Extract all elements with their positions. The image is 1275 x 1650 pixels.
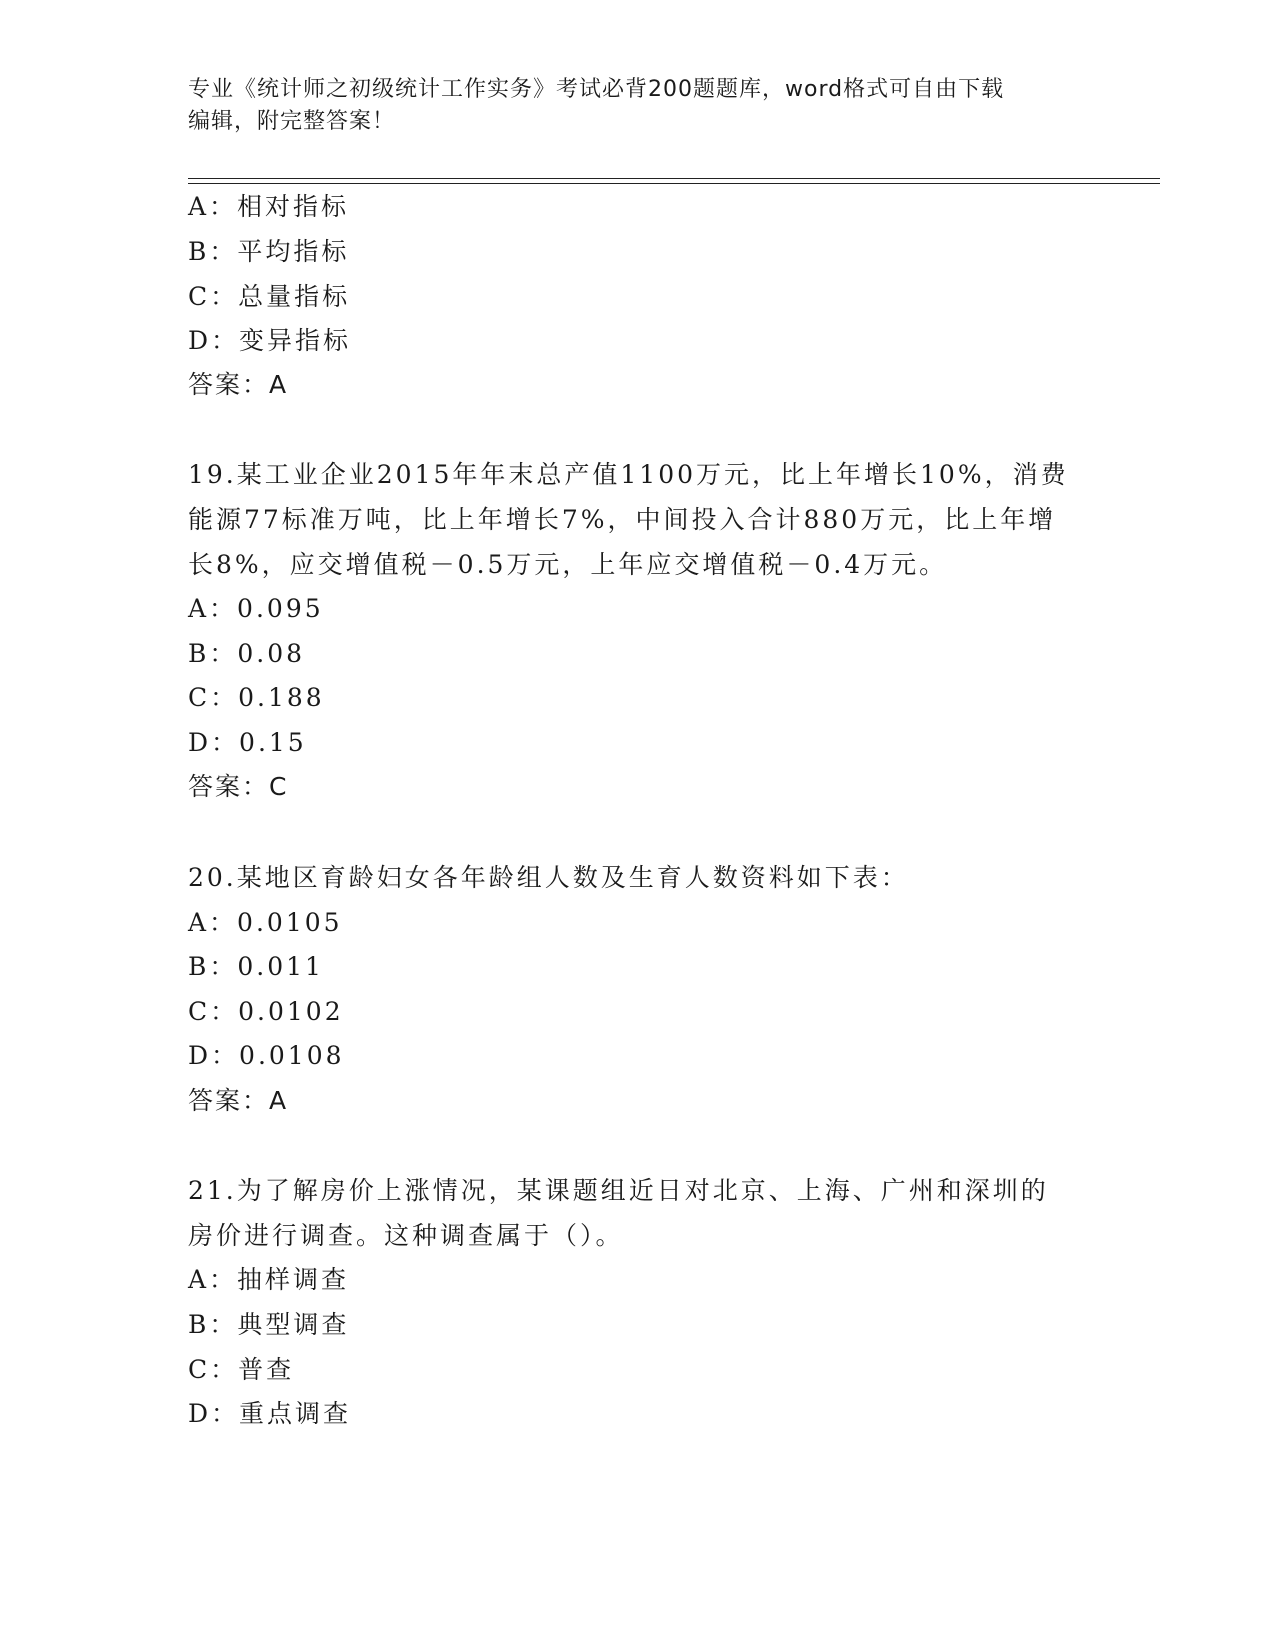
q19-answer: 答案：C xyxy=(188,772,289,801)
q20-option-a: A：0.0105 xyxy=(188,908,343,937)
q19-option-b: B：0.08 xyxy=(188,639,306,668)
q21-stem-line-1: 21.为了解房价上涨情况，某课题组近日对北京、上海、广州和深圳的 xyxy=(188,1176,1049,1205)
header-line-1: 专业《统计师之初级统计工作实务》考试必背200题题库，word格式可自由下载 xyxy=(188,77,1005,102)
q21-option-a: A：抽样调查 xyxy=(188,1265,350,1294)
q18-option-b: B：平均指标 xyxy=(188,237,350,266)
q20-option-c: C：0.0102 xyxy=(188,997,344,1026)
q19-stem-line-2: 能源77标准万吨，比上年增长7%，中间投入合计880万元，比上年增 xyxy=(188,505,1057,534)
q19-stem-line-1: 19.某工业企业2015年年末总产值1100万元，比上年增长10%，消费 xyxy=(188,460,1069,489)
q20-stem-line-1: 20.某地区育龄妇女各年龄组人数及生育人数资料如下表： xyxy=(188,863,909,892)
header-divider-top xyxy=(188,178,1160,179)
document-header xyxy=(188,74,1088,138)
q20-option-d: D：0.0108 xyxy=(188,1041,345,1070)
q21-option-c: C：普查 xyxy=(188,1355,295,1384)
q18-option-c: C：总量指标 xyxy=(188,282,351,311)
q19-option-d: D：0.15 xyxy=(188,728,307,757)
q18-option-d: D：变异指标 xyxy=(188,326,352,355)
q21-option-d: D：重点调查 xyxy=(188,1399,352,1428)
q19-stem-line-3: 长8%，应交增值税－0.5万元，上年应交增值税－0.4万元。 xyxy=(188,550,948,579)
q18-answer: 答案：A xyxy=(188,370,289,399)
q18-option-a: A：相对指标 xyxy=(188,192,350,221)
q21-option-b: B：典型调查 xyxy=(188,1310,350,1339)
q19-option-a: A：0.095 xyxy=(188,594,324,623)
q20-answer: 答案：A xyxy=(188,1086,289,1115)
q21-stem-line-2: 房价进行调查。这种调查属于（）。 xyxy=(188,1221,624,1250)
header-divider-bottom xyxy=(188,183,1160,184)
q20-option-b: B：0.011 xyxy=(188,952,324,981)
q19-option-c: C：0.188 xyxy=(188,683,325,712)
header-line-2: 编辑，附完整答案！ xyxy=(188,109,396,134)
